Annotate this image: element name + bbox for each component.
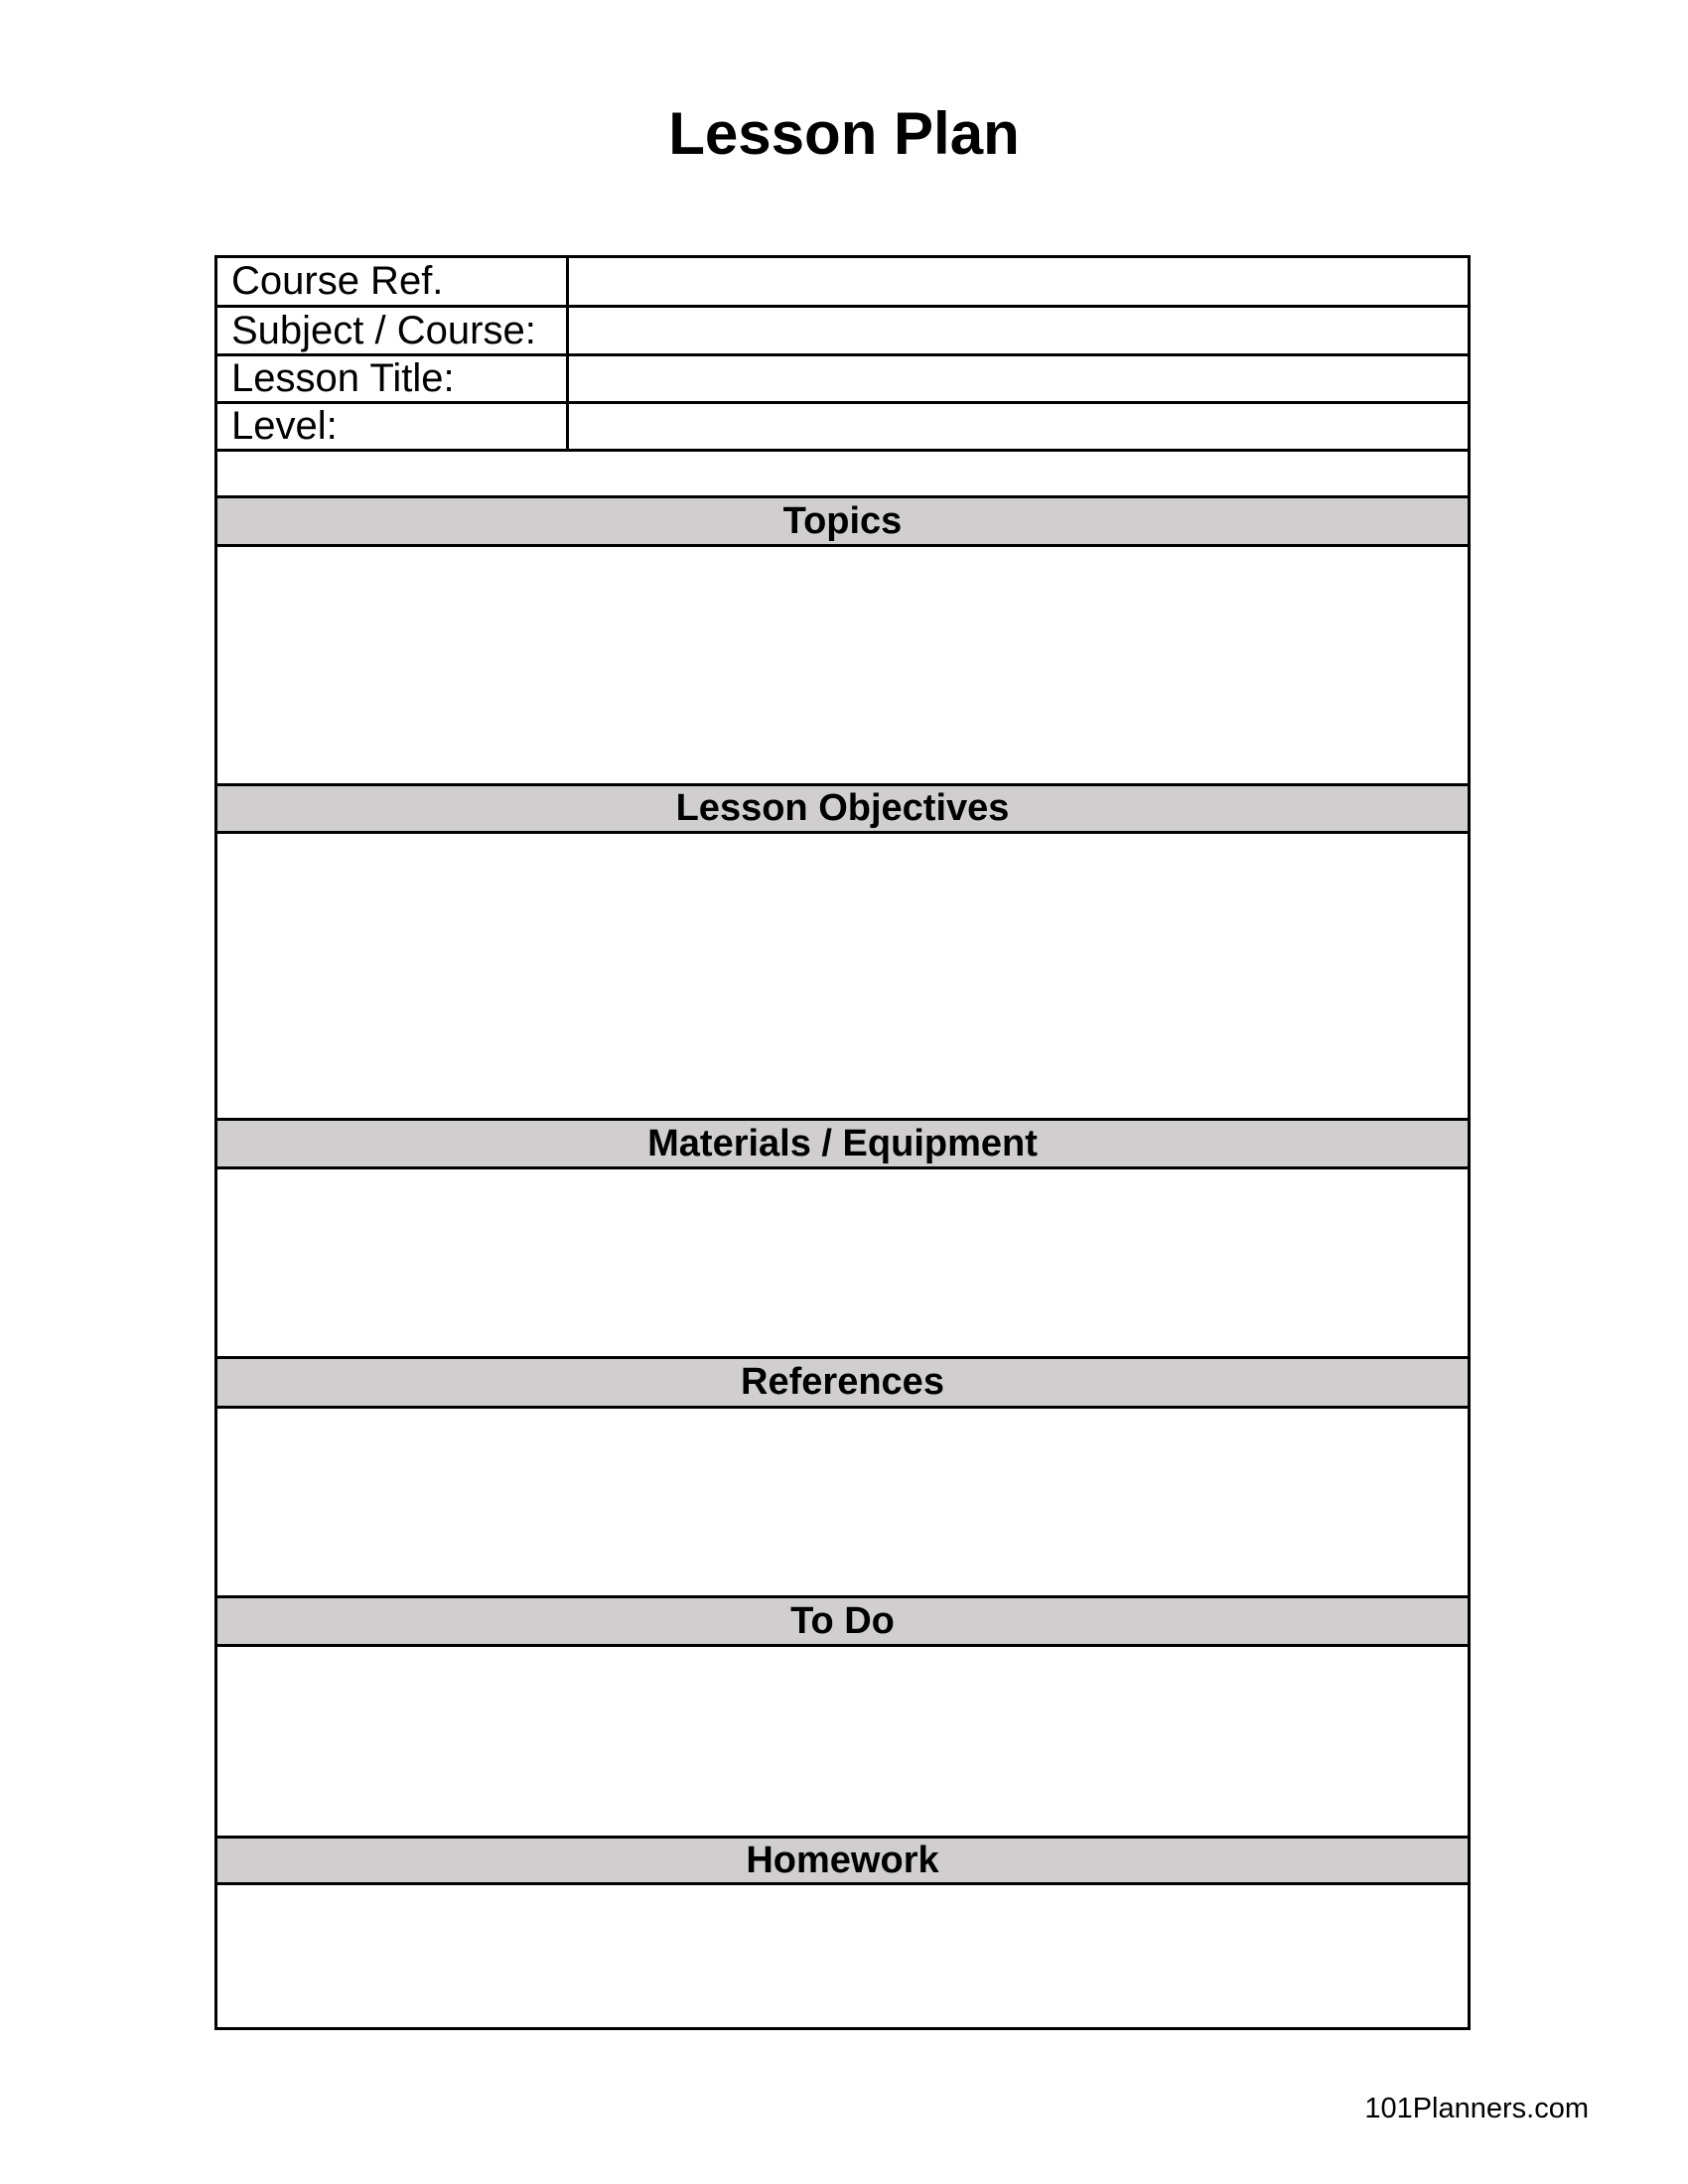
section-header-references: References	[217, 1359, 1468, 1409]
level-label: Level:	[217, 404, 569, 449]
references-content-area[interactable]	[217, 1409, 1468, 1598]
section-header-homework: Homework	[217, 1839, 1468, 1885]
topics-content-area[interactable]	[217, 547, 1468, 786]
homework-content-area[interactable]	[217, 1885, 1468, 2027]
lesson-objectives-content-area[interactable]	[217, 834, 1468, 1121]
section-header-to-do: To Do	[217, 1598, 1468, 1647]
course-ref-input[interactable]	[569, 258, 1468, 305]
lesson-plan-form	[214, 255, 1471, 2030]
materials-equipment-content-area[interactable]	[217, 1169, 1468, 1359]
page-title: Lesson Plan	[668, 100, 1020, 167]
table-row	[217, 258, 1468, 308]
subject-course-input[interactable]	[569, 308, 1468, 353]
table-row	[217, 404, 1468, 452]
section-header-topics: Topics	[217, 498, 1468, 547]
to-do-content-area[interactable]	[217, 1647, 1468, 1839]
footer-brand: 101Planners.com	[1364, 2093, 1589, 2124]
subject-course-label: Subject / Course:	[217, 308, 569, 353]
section-header-materials-equipment: Materials / Equipment	[217, 1121, 1468, 1169]
lesson-title-label: Lesson Title:	[217, 356, 569, 401]
section-header-lesson-objectives: Lesson Objectives	[217, 786, 1468, 834]
lesson-title-input[interactable]	[569, 356, 1468, 401]
spacer-row	[217, 452, 1468, 498]
level-input[interactable]	[569, 404, 1468, 449]
table-row	[217, 308, 1468, 356]
table-row	[217, 356, 1468, 404]
course-ref-label: Course Ref.	[217, 258, 569, 305]
